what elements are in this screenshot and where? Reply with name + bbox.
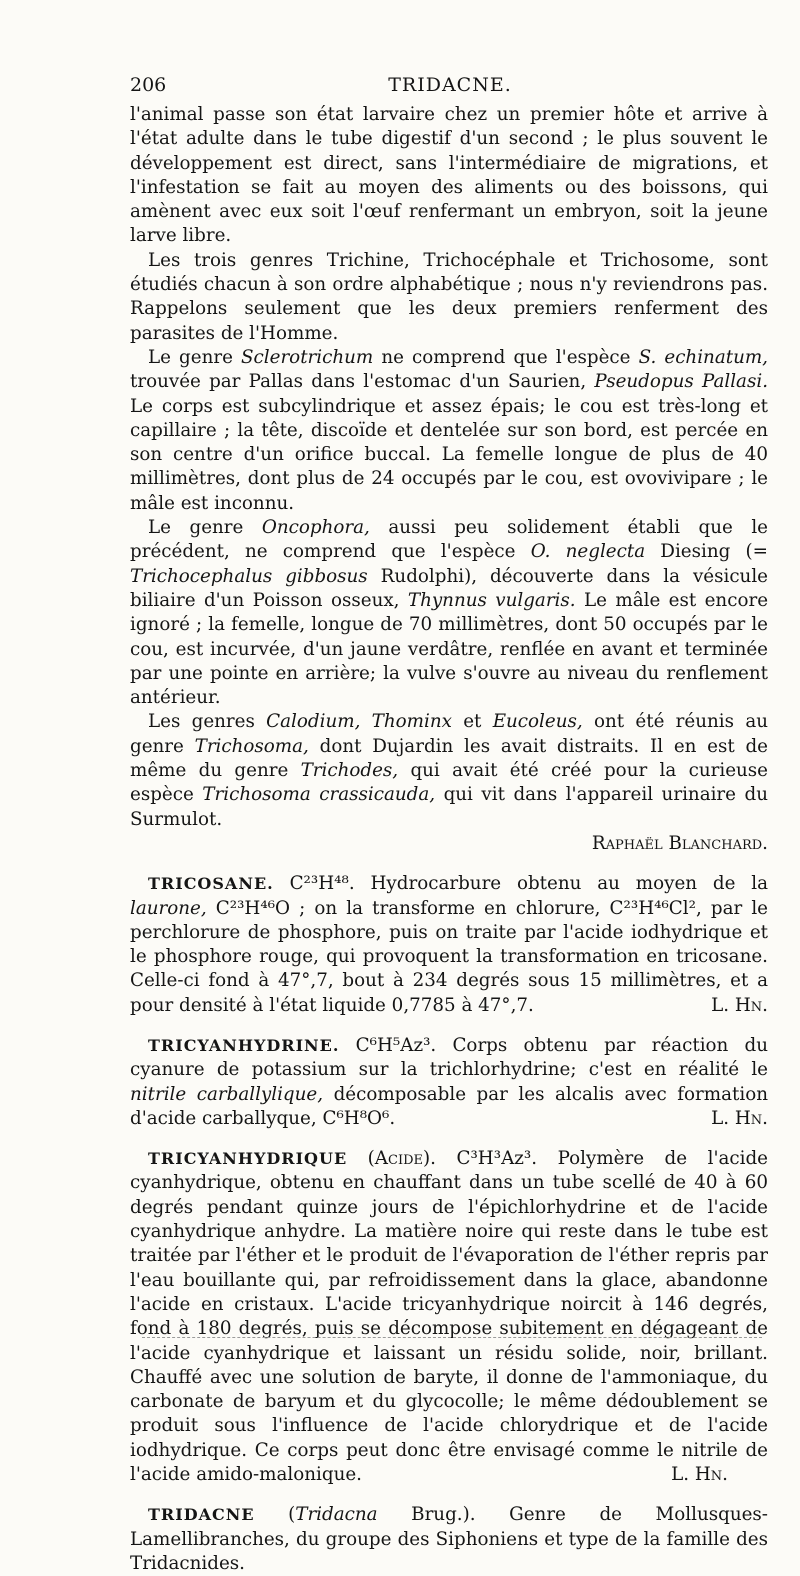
text-run: et	[451, 711, 493, 733]
entry-tridacne	[130, 1503, 768, 1576]
entry-qualifier: (Acide).	[347, 1148, 436, 1170]
author-signature: L. Hn.	[711, 994, 768, 1016]
species-name: Trichosoma crassicauda,	[202, 784, 436, 806]
text-run: Le mâle est encore ignoré ; la femelle, longue de 70 millimètres, dont 50 occupés par le cou, est incurvée, d'un jaune verdâtre, renflée en avant et terminée par une pointe en arrière; la vulve s'ouvre au niveau du renflement antérieur.	[130, 589, 769, 709]
genus-name: Calodium, Thominx	[266, 711, 452, 733]
text-run: Le genre	[148, 517, 262, 539]
compound-name: nitrile carballylique,	[130, 1083, 324, 1105]
chemical-formula: C²³H⁴⁸.	[273, 873, 355, 895]
species-name: S. echinatum,	[638, 346, 768, 368]
text-run: Les genres	[148, 711, 267, 733]
chemical-formula: C⁶H⁵Az³.	[339, 1034, 437, 1056]
genus-name: Trichodes,	[300, 760, 399, 782]
text-run: Le genre	[148, 346, 242, 368]
entry-tricyanhydrine	[130, 1034, 768, 1131]
running-title: TRIDACNE.	[388, 74, 512, 96]
text-run: décomposable par les alcalis avec formation d'acide carballyque, C⁶H⁸O⁶.	[130, 1083, 768, 1129]
text-run: dont Dujardin les avait distraits. Il en est de même du genre	[130, 735, 768, 782]
entry-term: TRICYANHYDRINE.	[148, 1035, 340, 1055]
text-run: Corps obtenu par réaction du cyanure de potassium sur la trichlorhydrine; c'est en réalité le	[130, 1034, 769, 1081]
author-signature: L. Hn.	[711, 1107, 768, 1129]
paragraph-sclerotrichum	[130, 346, 768, 516]
text-run: Rudolphi), découverte dans la vésicule biliaire d'un Poisson osseux,	[130, 565, 768, 611]
genus-name: Oncophora,	[261, 517, 370, 539]
paragraph-continuation: l'animal passe son état larvaire chez un premier hôte et arrive à l'état adulte dans le tube digestif d'un second ; le plus souvent le développement est direct, sans l'intermédiaire de migrations, et l'infestation se fait au moyen des aliments ou des boissons, qui amènent avec eux soit l'œuf renfermant un embryon, soit la jeune larve libre.	[130, 104, 768, 247]
species-name: Thynnus vulgaris.	[407, 589, 576, 611]
text-run: qui avait été créé pour la curieuse espèce	[130, 760, 768, 806]
species-name: Pseudopus Pallasi.	[594, 371, 768, 393]
footer-rule	[142, 1337, 762, 1338]
text-run: qui vit dans l'appareil urinaire du Surmulot.	[130, 784, 768, 830]
paragraph-genera: Les trois genres Trichine, Trichocéphale et Trichosome, sont étudiés chacun à son ordre alphabétique ; nous n'y reviendrons pas. Rappelons seulement que les deux premiers renferment des parasites de l'Homme.	[130, 249, 768, 344]
text-run: trouvée par Pallas dans l'estomac d'un Saurien,	[130, 371, 595, 393]
author-signature: Raphaël Blanchard.	[591, 832, 768, 854]
genus-name: Eucoleus,	[492, 711, 583, 733]
text-run: Polymère de l'acide cyanhydrique, obtenu en chauffant dans un tube scellé de 40 à 60 degrés pendant quinze jours de l'épichlorhydrine et de l'acide cyanhydrique anhydre. La matière noire qui reste dans le tube est traitée par l'éther et le produit de l'évaporation de l'éther repris par l'eau bouillante qui, par refroidissement dans la glace, abandonne l'acide en cristaux. L'acide tricyanhydrique noircit à 146 degrés, fond à 180 degrés, puis se décompose subitement en dégageant de l'acide cyanhydrique et laissant un résidu solide, noir, brillant. Chauffé avec une solution de baryte, il donne de l'ammoniaque, du carbonate de baryum et du glycocolle; le même dédoublement se produit sous l'influence de l'acide chlorydrique et de l'acide iodhydrique. Ce corps peut donc être envisagé comme le nitrile de l'acide amido-malonique.	[130, 1148, 768, 1486]
text-run: Hydrocarbure obtenu au moyen de la	[354, 873, 769, 895]
page-text	[130, 103, 768, 1576]
text-run: aussi peu solidement établi que le précédent, ne comprend que l'espèce	[130, 517, 768, 563]
text-run: Diesing (=	[645, 541, 768, 563]
genus-name: Sclerotrichum	[241, 346, 374, 368]
entry-term: TRIDACNE	[148, 1505, 255, 1525]
chemical-formula: C³H³Az³.	[435, 1148, 538, 1170]
genus-name: Trichosoma,	[194, 735, 309, 757]
text-run: Brug.). Genre de Mollusques-Lamellibranches, du groupe des Siphoniens et type de la famille des Tridacnides.	[130, 1504, 768, 1574]
author-signature: L. Hn.	[671, 1464, 728, 1486]
page-number: 206	[130, 74, 167, 96]
paragraph-trichosoma	[130, 710, 768, 856]
species-name: Trichocephalus gibbosus	[130, 565, 368, 587]
page-header	[130, 74, 770, 100]
species-name: O. neglecta	[530, 541, 646, 563]
entry-tricyanhydrique	[130, 1147, 768, 1487]
entry-term: TRICYANHYDRIQUE	[148, 1149, 348, 1169]
text-run: ne comprend que l'espèce	[373, 346, 639, 368]
text-run: (	[254, 1504, 296, 1526]
text-run: C²³H⁴⁶O ; on la transforme en chlorure, C²³H⁴⁶Cl², par le perchlorure de phosphore, puis on traite par l'acide iodhydrique et le phosphore rouge, qui provoquent la transformation en tricosane. Celle-ci fond à 47°,7, bout à 234 degrés sous 15 millimètres, et a pour densité à l'état liquide 0,7785 à 47°,7.	[130, 897, 768, 1016]
compound-name: laurone,	[130, 897, 207, 919]
text-run: Le corps est subcylindrique et assez épais; le cou est très-long et capillaire ; la tête, discoïde et dentelée sur son bord, est percée en son centre d'un orifice buccal. La femelle longue de plus de 40 millimètres, dont plus de 24 occupés par le cou, est ovovivipare ; le mâle est inconnu.	[130, 395, 768, 514]
text-run: ont été réunis au genre	[130, 711, 768, 757]
entry-term: TRICOSANE.	[148, 874, 274, 894]
entry-tricosane	[130, 872, 768, 1018]
genus-name: Tridacna	[295, 1504, 378, 1526]
paragraph-oncophora	[130, 516, 768, 710]
